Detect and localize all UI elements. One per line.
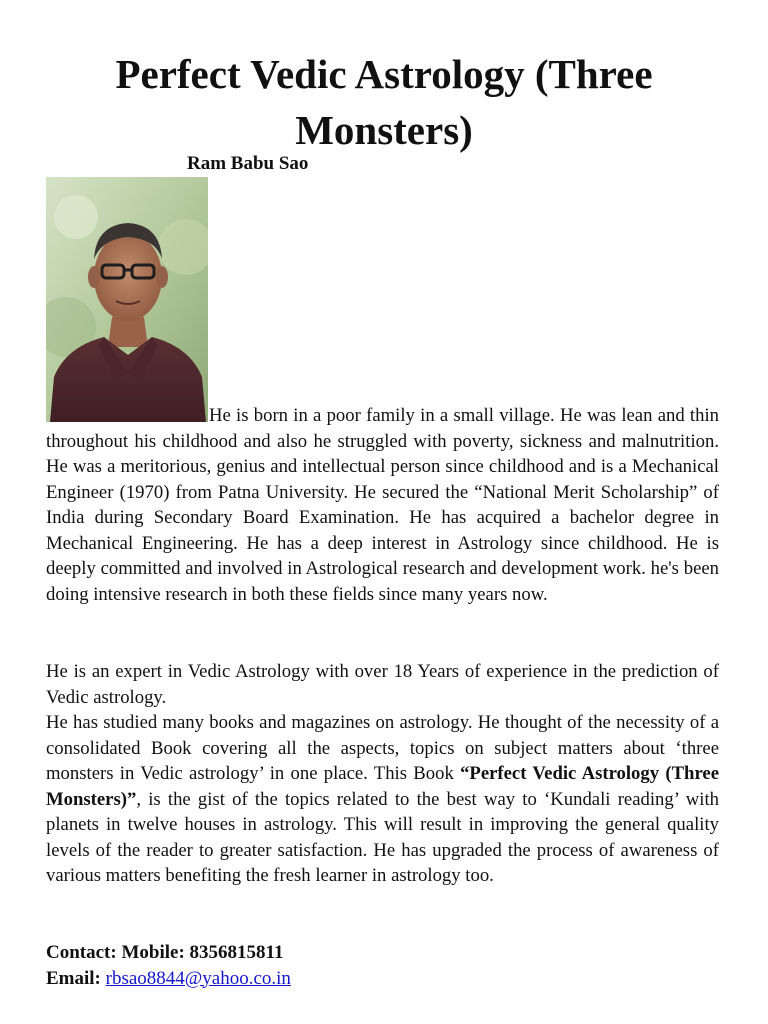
contact-email-line: [46, 966, 291, 992]
contact-mobile: Contact: Mobile: 8356815811: [46, 942, 284, 963]
email-link[interactable]: rbsao8844@yahoo.co.in: [105, 967, 291, 989]
email-label: Email:: [46, 967, 106, 989]
paragraph-expertise: He is an expert in Vedic Astrology with over 18 Years of experience in the prediction of Vedic astrology.: [46, 661, 719, 708]
author-photo: [46, 177, 208, 422]
paragraph-book-text-after: , is the gist of the topics related to the best way to ‘Kundali reading’ with planets in twelve houses in astrology. This will result in improving the general quality levels of the reader to greater satisfaction. He has upgraded the process of awareness of various matters benefiting the fresh learner in astrology too.: [46, 788, 719, 886]
author-name: Ram Babu Sao: [187, 153, 309, 174]
author-portrait-icon: [46, 177, 208, 422]
book-title-inline: “Perfect Vedic Astrology (Three Monsters)”: [46, 763, 719, 810]
paragraph-book-text-before: He has studied many books and magazines on astrology. He thought of the necessity of a consolidated Book covering all the aspects, topics on subject matters about ‘three monsters in Vedic astrology’ in one place. This Book: [46, 712, 719, 784]
contact-block: [46, 940, 291, 991]
page-title: Perfect Vedic Astrology (Three Monsters): [115, 51, 653, 153]
paragraph-book-description: [46, 710, 719, 889]
paragraph-biography: He is born in a poor family in a small village. He was lean and thin throughout his childhood and also he struggled with poverty, sickness and malnutrition. He was a meritorious, genius and intellectual person since childhood and is a Mechanical Engineer (1970) from Patna University. He secured the “National Merit Scholarship” of India during Secondary Board Examination. He has acquired a bachelor degree in Mechanical Engineering. He has a deep interest in Astrology since childhood. He is deeply committed and involved in Astrological research and development work. he's been doing intensive research in both these fields since many years now.: [46, 405, 719, 605]
